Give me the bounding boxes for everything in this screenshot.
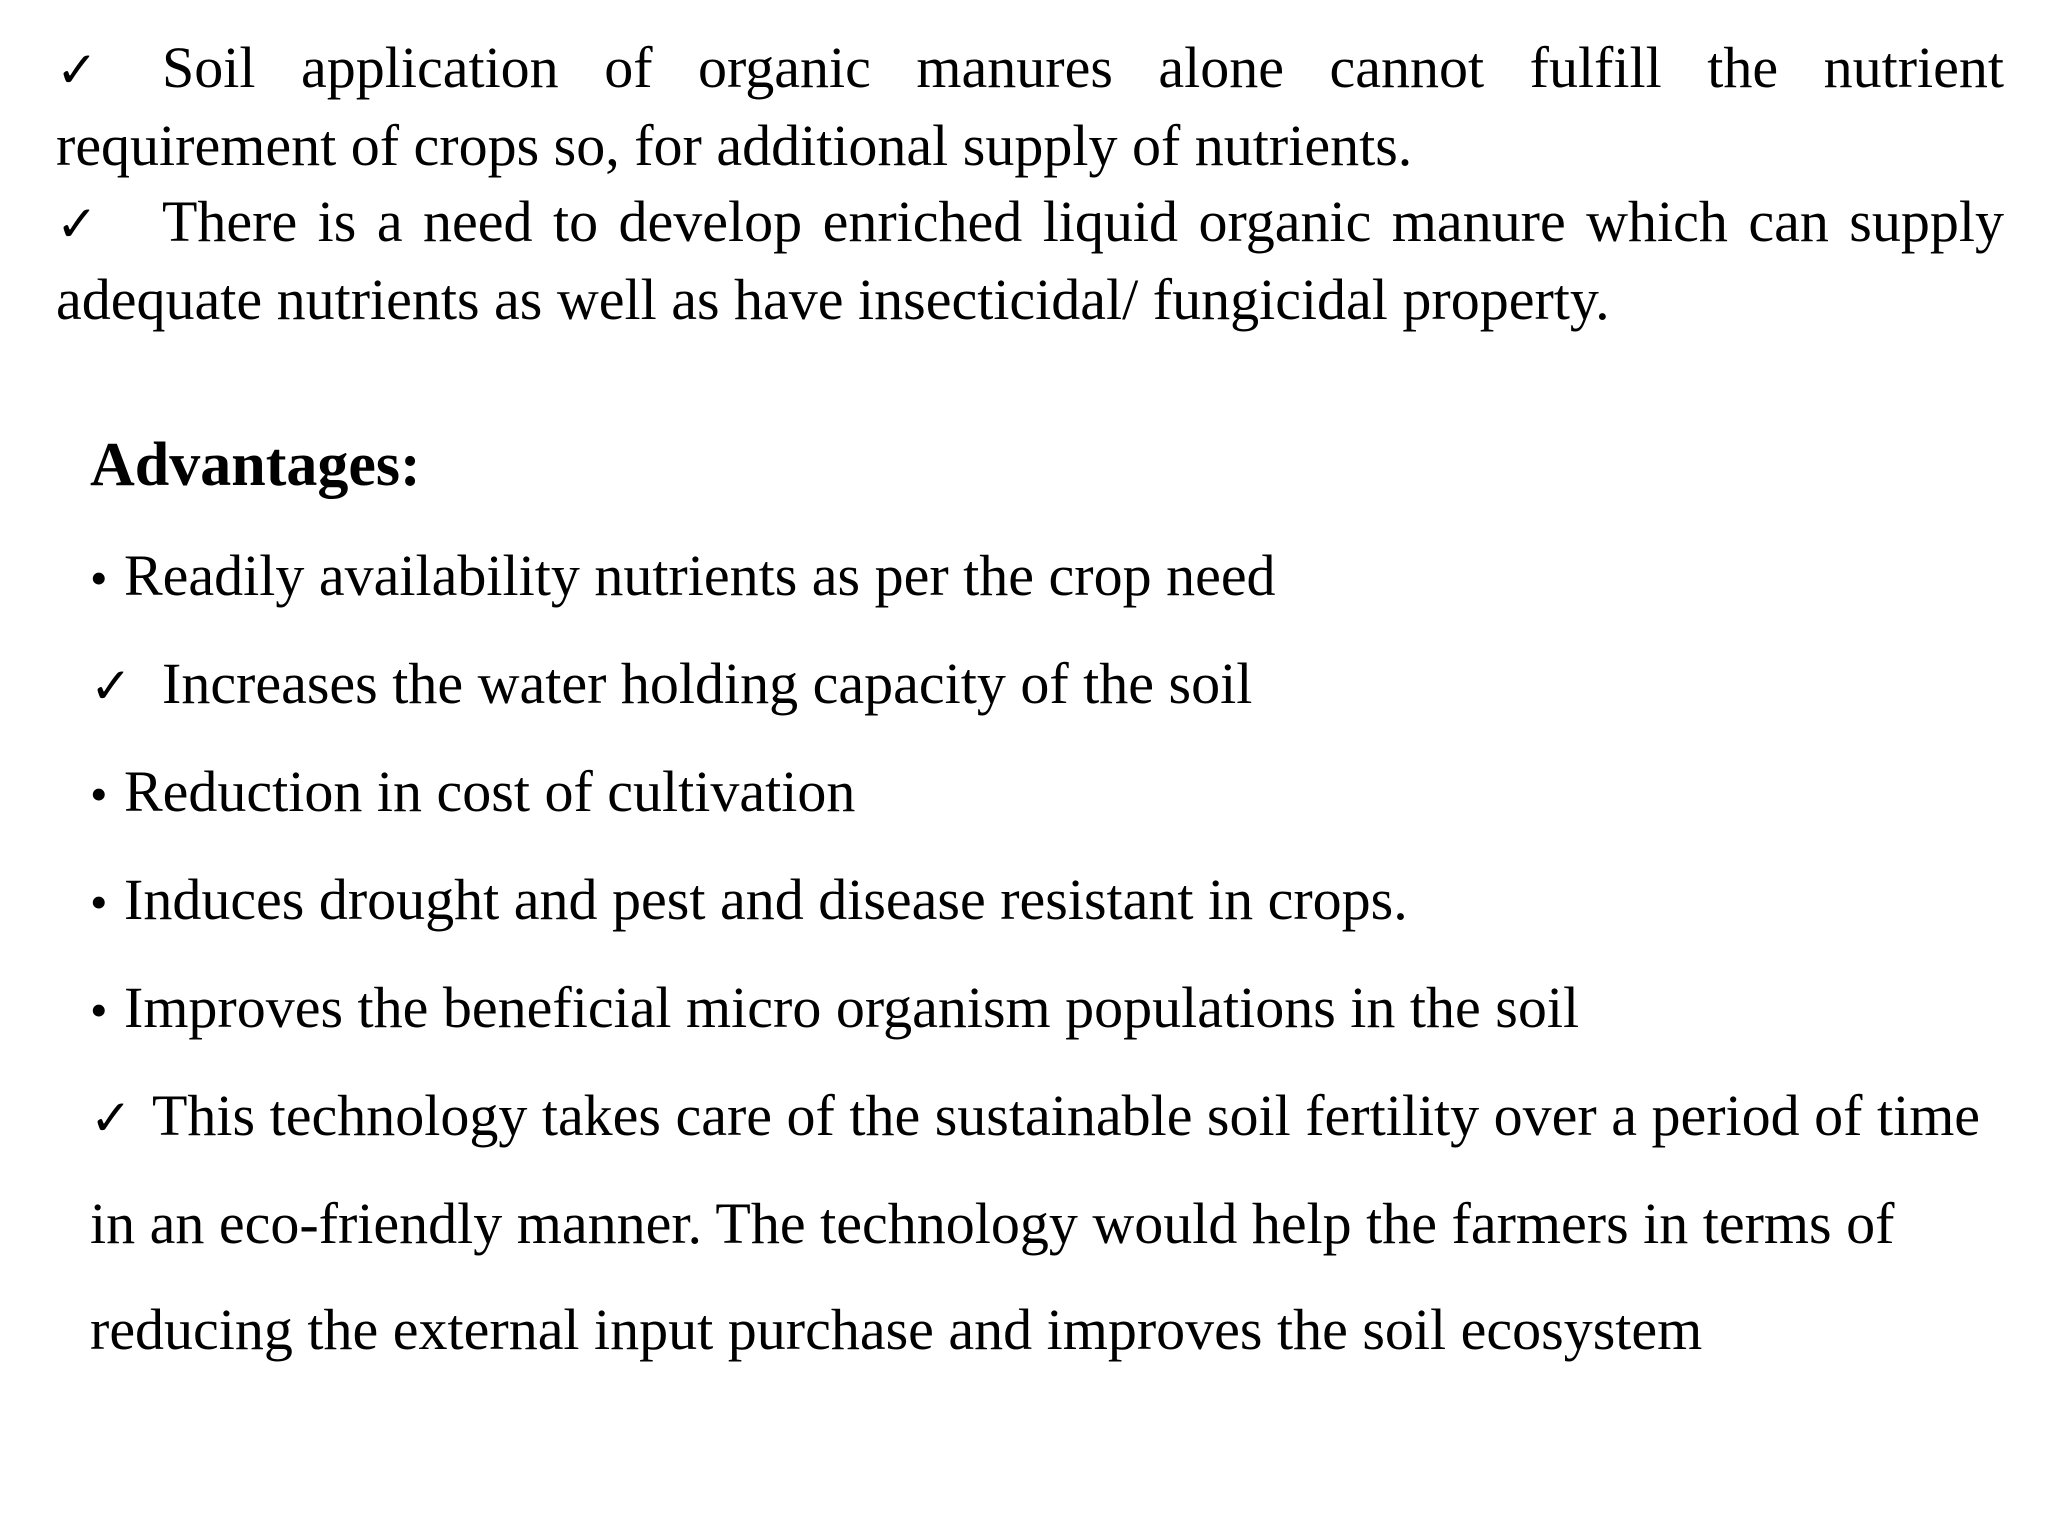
list-item-text: Improves the beneficial micro organism populations in the soil (124, 975, 1580, 1040)
checkmark-icon: ✓ (90, 1090, 132, 1146)
checkmark-icon: ✓ (56, 196, 98, 252)
list-item (90, 847, 2010, 955)
bullet-icon: • (90, 874, 108, 930)
bullet-icon: • (90, 550, 108, 606)
checkmark-icon: ✓ (90, 658, 132, 714)
intro-item (56, 184, 2004, 338)
bullet-icon: • (90, 982, 108, 1038)
checkmark-icon: ✓ (56, 42, 98, 98)
advantages-section (90, 425, 2010, 1383)
list-item (90, 631, 2010, 739)
intro-item-text: Soil application of organic manures alone cannot fulfill the nutrient requirement of crops so, for additional supply of nutrients. (56, 35, 2004, 178)
intro-section (56, 30, 2004, 338)
section-heading: Advantages: (90, 431, 421, 499)
list-item-text: Readily availability nutrients as per the crop need (124, 543, 1276, 608)
list-item (90, 739, 2010, 847)
intro-item-text: There is a need to develop enriched liquid organic manure which can supply adequate nutrients as well as have insecticidal/ fungicidal property. (56, 189, 2004, 332)
list-item-text: Increases the water holding capacity of the soil (162, 651, 1253, 716)
list-item-text: Induces drought and pest and disease resistant in crops. (124, 867, 1408, 932)
list-item (90, 523, 2010, 631)
list-item (90, 955, 2010, 1063)
intro-item (56, 30, 2004, 184)
list-item (90, 1063, 1990, 1383)
advantages-list (90, 523, 2010, 1383)
list-item-text: This technology takes care of the sustainable soil fertility over a period of time in an eco-friendly manner. The technology would help the farmers in terms of reducing the external input purchase and improves the soil ecosystem (90, 1083, 1981, 1362)
list-item-text: Reduction in cost of cultivation (124, 759, 856, 824)
bullet-icon: • (90, 766, 108, 822)
